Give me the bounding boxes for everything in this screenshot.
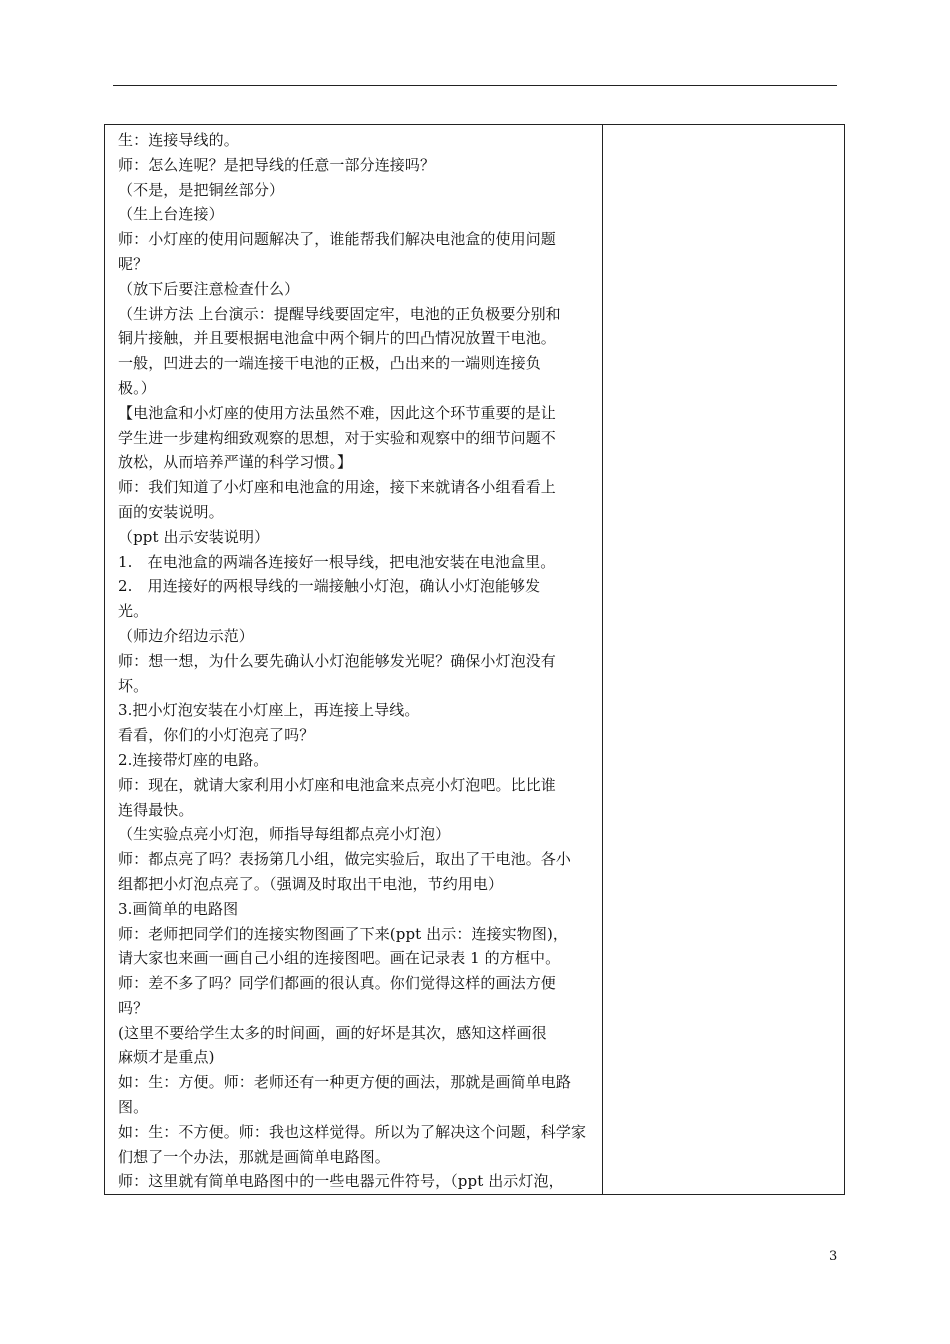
- lesson-line: （ppt 出示安装说明）: [118, 527, 270, 546]
- lesson-line: 3.把小灯泡安装在小灯座上，再连接上导线。: [118, 701, 420, 720]
- lesson-line: 如：生：方便。师：老师还有一种更方便的画法，那就是画简单电路: [118, 1073, 572, 1092]
- lesson-line: 师：我们知道了小灯座和电池盒的用途，接下来就请各小组看看上: [118, 478, 556, 497]
- lesson-line: 请大家也来画一画自己小组的连接图吧。画在记录表 1 的方框中。: [118, 949, 561, 968]
- lesson-line: 极。）: [118, 378, 156, 397]
- lesson-line: 生：连接导线的。: [118, 131, 239, 149]
- lesson-line: 1. 在电池盒的两端各连接好一根导线，把电池安装在电池盒里。: [118, 552, 556, 571]
- lesson-line: 吗？: [118, 998, 149, 1017]
- lesson-line: （放下后要注意检查什么）: [118, 279, 300, 298]
- lesson-line: 师：差不多了吗？同学们都画的很认真。你们觉得这样的画法方便: [118, 974, 556, 993]
- lesson-line: 放松，从而培养严谨的科学习惯。】: [118, 453, 353, 472]
- lesson-line: 们想了一个办法，那就是画简单电路图。: [118, 1147, 390, 1166]
- lesson-line: （生讲方法 上台演示：提醒导线要固定牢，电池的正负极要分别和: [118, 304, 561, 323]
- lesson-line: 如：生：不方便。师：我也这样觉得。所以为了解决这个问题，科学家: [118, 1122, 587, 1141]
- lesson-line: 学生进一步建构细致观察的思想，对于实验和观察中的细节问题不: [118, 428, 556, 447]
- lesson-line: （生上台连接）: [118, 205, 224, 224]
- lesson-line: 一般，凹进去的一端连接干电池的正极，凸出来的一端则连接负: [118, 354, 541, 373]
- column-divider: [602, 125, 603, 1194]
- lesson-line: 光。: [118, 602, 149, 621]
- lesson-line: 2.连接带灯座的电路。: [118, 750, 269, 769]
- lesson-line: 师：老师把同学们的连接实物图画了下来(ppt 出示：连接实物图)，: [118, 924, 569, 943]
- lesson-line: (这里不要给学生太多的时间画，画的好坏是其次，感知这样画很: [118, 1023, 547, 1042]
- lesson-line: 看看，你们的小灯泡亮了吗？: [118, 726, 315, 745]
- lesson-line: 连得最快。: [118, 800, 194, 819]
- lesson-line: （生实验点亮小灯泡，师指导每组都点亮小灯泡）: [118, 825, 451, 844]
- lesson-line: 师：怎么连呢？是把导线的任意一部分连接吗？: [118, 155, 436, 174]
- lesson-content-cell: [118, 128, 596, 1194]
- lesson-line: 师：想一想，为什么要先确认小灯泡能够发光呢？确保小灯泡没有: [118, 651, 556, 670]
- lesson-line: 坏。: [118, 676, 149, 695]
- lesson-line: 图。: [118, 1098, 149, 1117]
- lesson-line: 铜片接触，并且要根据电池盒中两个铜片的凹凸情况放置干电池。: [118, 329, 556, 348]
- lesson-line: 2. 用连接好的两根导线的一端接触小灯泡，确认小灯泡能够发: [118, 577, 541, 596]
- lesson-line: 呢？: [118, 254, 149, 273]
- lesson-line: （师边介绍边示范）: [118, 626, 254, 645]
- lesson-line: 师：这里就有简单电路图中的一些电器元件符号，（ppt 出示灯泡，: [118, 1172, 564, 1191]
- lesson-line: 组都把小灯泡点亮了。（强调及时取出干电池，节约用电）: [118, 874, 504, 893]
- lesson-line: 师：小灯座的使用问题解决了，谁能帮我们解决电池盒的使用问题: [118, 230, 556, 249]
- lesson-line: （不是，是把铜丝部分）: [118, 180, 285, 199]
- lesson-line: 面的安装说明。: [118, 502, 224, 521]
- lesson-line: 麻烦才是重点): [118, 1048, 215, 1067]
- lesson-line: 师：都点亮了吗？表扬第几小组，做完实验后，取出了干电池。各小: [118, 850, 572, 869]
- lesson-table: [104, 124, 845, 1195]
- lesson-line: 3.画简单的电路图: [118, 899, 239, 918]
- header-rule: [113, 85, 837, 86]
- lesson-line: 师：现在，就请大家利用小灯座和电池盒来点亮小灯泡吧。比比谁: [118, 775, 556, 794]
- page-number: 3: [829, 1249, 838, 1264]
- lesson-line: 【电池盒和小灯座的使用方法虽然不难，因此这个环节重要的是让: [118, 403, 556, 422]
